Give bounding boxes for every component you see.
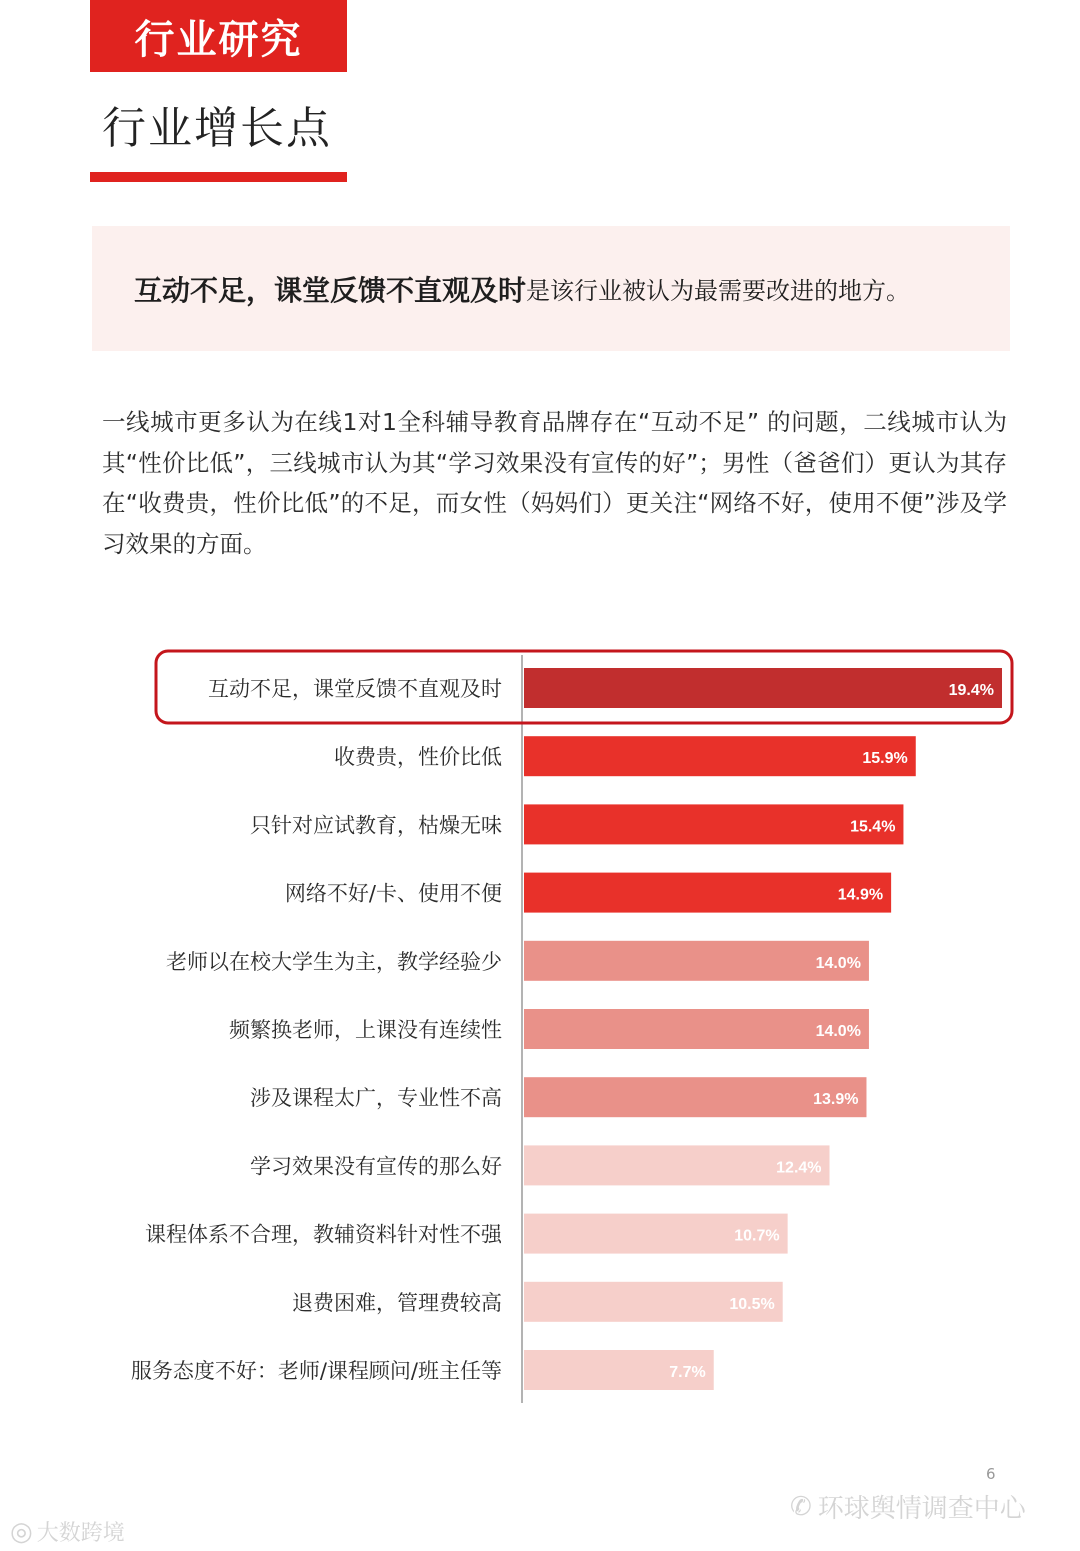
category-label: 学习效果没有宣传的那么好 (250, 1154, 502, 1179)
data-label: 14.0% (815, 954, 861, 972)
category-label: 只针对应试教育，枯燥无味 (250, 813, 502, 838)
page-title: 行业增长点 (102, 103, 332, 154)
category-label: 互动不足，课堂反馈不直观及时 (208, 677, 502, 701)
wechat-icon: ✆ (790, 1491, 812, 1522)
bar (524, 804, 903, 844)
data-label: 19.4% (948, 682, 994, 699)
body-paragraph: 一线城市更多认为在线1对1全科辅导教育品牌存在“互动不足” 的问题，二线城市认为其“性价比低”，三线城市认为其“学习效果没有宣传的好”；男性（爸爸们）更认为其存在“收费贵，性价比低”的不足，而女性（妈妈们）更关注“网络不好，使用不便”涉及学习效果的方面。 (102, 408, 1007, 558)
page-number: 6 (986, 1465, 996, 1483)
data-label: 15.9% (862, 750, 908, 768)
bar (524, 873, 891, 913)
key-finding-text: 是该行业被认为最需要改进的地方。 (526, 277, 911, 305)
data-label: 14.9% (837, 886, 884, 904)
category-label: 频繁换老师，上课没有连续性 (229, 1018, 502, 1042)
section-tag: 行业研究 (90, 0, 347, 72)
watermark-weibo-text: 大数跨境 (36, 1521, 125, 1546)
weibo-icon: ◎ (10, 1516, 33, 1547)
data-label: 10.5% (729, 1295, 775, 1313)
watermark-wechat-text: 环球舆情调查中心 (817, 1494, 1026, 1524)
data-label: 14.0% (815, 1023, 861, 1040)
watermark-wechat (790, 1488, 1026, 1525)
data-label: 10.7% (734, 1227, 780, 1245)
category-label: 退费困难，管理费较高 (292, 1290, 502, 1315)
category-label: 网络不好/卡、使用不便 (284, 881, 502, 906)
data-label: 12.4% (776, 1159, 822, 1177)
category-label: 收费贵，性价比低 (334, 745, 502, 770)
bar (524, 668, 1002, 708)
watermark-weibo (10, 1516, 125, 1547)
data-label: 7.7% (669, 1364, 706, 1381)
category-label: 老师以在校大学生为主，教学经验少 (166, 949, 502, 974)
key-finding-bold: 互动不足，课堂反馈不直观及时 (134, 273, 527, 307)
data-label: 13.9% (813, 1091, 859, 1109)
category-label: 课程体系不合理，教辅资料针对性不强 (145, 1222, 502, 1247)
category-label: 涉及课程太广，专业性不高 (250, 1086, 502, 1111)
bar (524, 736, 916, 776)
data-label: 15.4% (850, 818, 896, 836)
category-label: 服务态度不好：老师/课程顾问/班主任等 (130, 1359, 502, 1383)
